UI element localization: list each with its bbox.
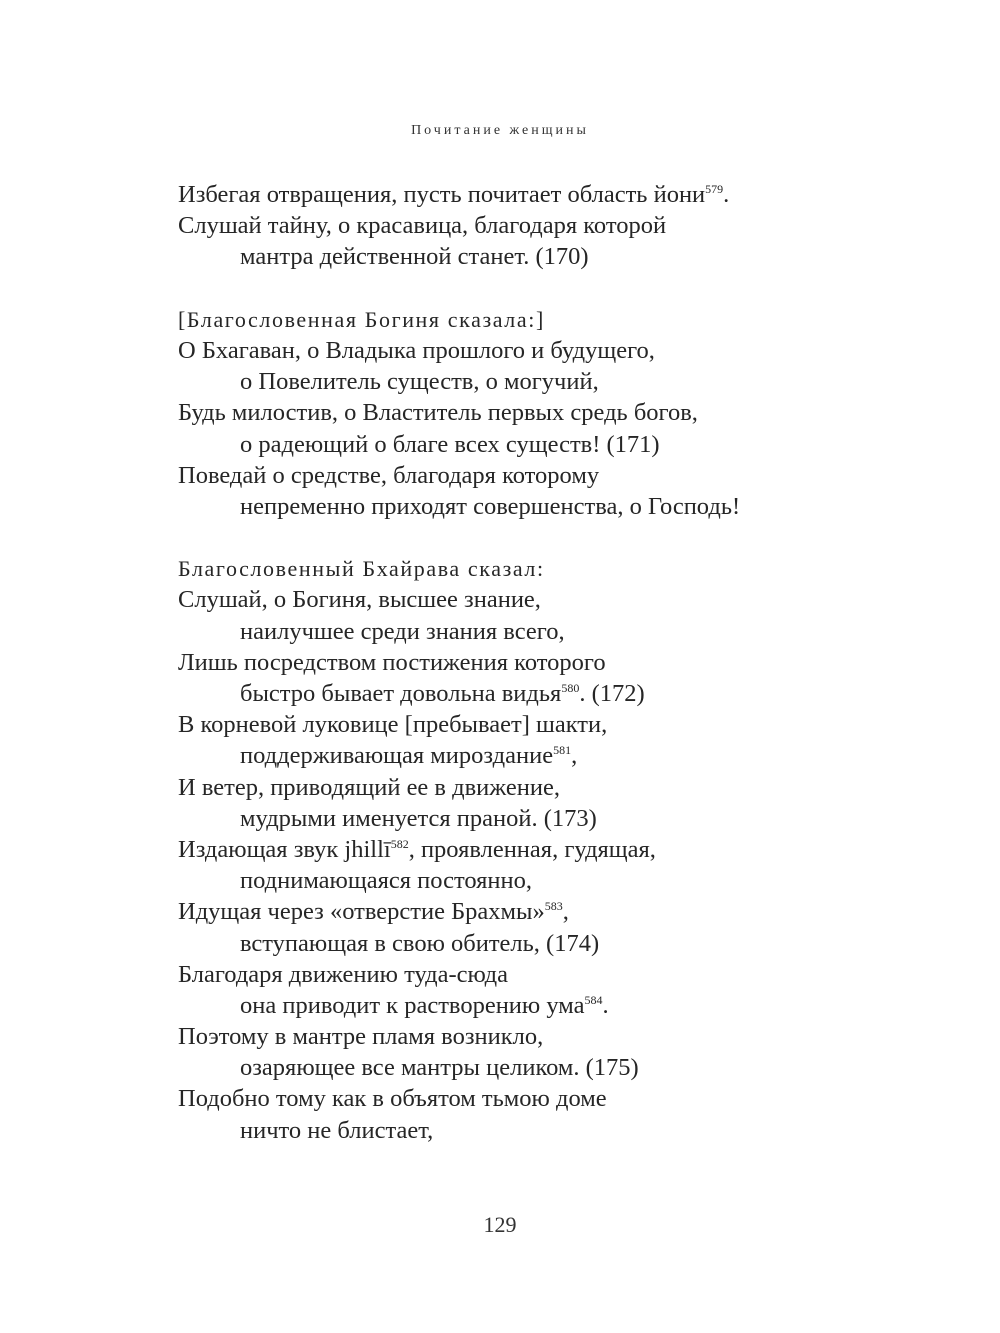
footnote-ref: 582 bbox=[390, 836, 409, 851]
stanza-gap bbox=[178, 273, 878, 304]
verse-text bbox=[178, 179, 878, 1146]
verse-line: Поэтому в мантре пламя возникло, bbox=[178, 1023, 544, 1051]
verse-line: Подобно тому как в объятом тьмою доме bbox=[178, 1085, 607, 1113]
verse-line: о радеющий о благе всех существ! (171) bbox=[240, 430, 660, 458]
verse-line: мантра действенной станет. (170) bbox=[240, 243, 589, 271]
verse-line: она приводит к растворению ума$^{584}$. bbox=[240, 991, 609, 1019]
verse-line: Издающая звук jhillī$^{582}$, проявленная, гудящая, bbox=[178, 835, 656, 863]
verse-line: Избегая отвращения, пусть почитает область йони$^{579}$. bbox=[178, 181, 730, 208]
footnote-ref: 583 bbox=[544, 899, 563, 914]
speaker-heading: [Благословенная Богиня сказала:] bbox=[178, 306, 545, 332]
footnote-ref: 584 bbox=[584, 992, 603, 1007]
verse-line: озаряющее все мантры целиком. (175) bbox=[240, 1054, 639, 1082]
footnote-ref: 581 bbox=[553, 743, 572, 758]
footnote-ref: 580 bbox=[561, 681, 580, 695]
verse-line: Слушай, о Богиня, высшее знание, bbox=[178, 586, 541, 614]
verse-line: мудрыми именуется праной. (173) bbox=[240, 804, 597, 832]
verse-line: Поведай о средстве, благодаря которому bbox=[178, 461, 600, 489]
running-head bbox=[0, 122, 1000, 139]
verse-line: вступающая в свою обитель, (174) bbox=[240, 929, 600, 957]
speaker-heading: Благословенный Бхайрава сказал: bbox=[178, 556, 545, 582]
verse-line: поддерживающая мироздание$^{581}$, bbox=[240, 742, 578, 770]
page-number: 129 bbox=[483, 1212, 517, 1237]
verse-line: О Бхагаван, о Владыка прошлого и будущего, bbox=[178, 336, 655, 364]
verse-line: Идущая через «отверстие Брахмы»$^{583}$, bbox=[178, 898, 569, 926]
verse-line: о Повелитель существ, о могучий, bbox=[240, 368, 599, 396]
verse-line: Лишь посредством постижения которого bbox=[178, 648, 606, 676]
verse-line: ничто не блистает, bbox=[240, 1116, 434, 1144]
verse-line: непременно приходят совершенства, о Господь! bbox=[240, 492, 741, 520]
running-head-text: Почитание женщины bbox=[411, 123, 589, 138]
verse-line: Будь милостив, о Властитель первых средь богов, bbox=[178, 399, 698, 427]
footnote-ref: 579 bbox=[705, 182, 724, 196]
verse-line: поднимающаяся постоянно, bbox=[240, 867, 533, 895]
verse-line: Слушай тайну, о красавица, благодаря которой bbox=[178, 212, 667, 240]
verse-line: И ветер, приводящий ее в движение, bbox=[178, 773, 560, 801]
verse-line: Благодаря движению туда-сюда bbox=[178, 960, 508, 988]
verse-line: быстро бывает довольна видья$^{580}$. (172) bbox=[240, 680, 645, 707]
verse-line: В корневой луковице [пребывает] шакти, bbox=[178, 711, 608, 739]
verse-line: наилучшее среди знания всего, bbox=[240, 617, 565, 645]
stanza-gap bbox=[178, 522, 878, 553]
